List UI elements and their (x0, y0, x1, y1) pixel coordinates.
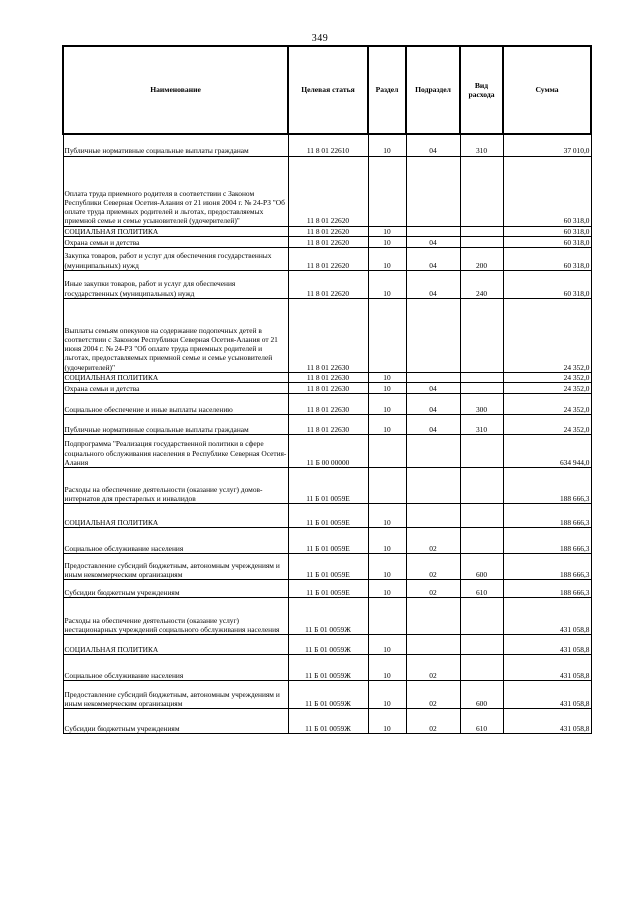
cell-amount: 431 058,8 (503, 634, 591, 654)
cell-name: Иные закупки товаров, работ и услуг для обеспечения государственных (муниципальных) нужд (63, 270, 288, 298)
cell-amount: 24 352,0 (503, 382, 591, 393)
cell-subsection: 02 (406, 680, 460, 708)
table-row (63, 597, 591, 634)
cell-article: 11 8 01 22630 (288, 393, 368, 414)
header-article: Целевая статья (288, 46, 368, 134)
cell-name: Социальное обслуживание населения (63, 654, 288, 680)
cell-subsection: 04 (406, 382, 460, 393)
cell-section: 10 (368, 708, 406, 733)
table-row (63, 527, 591, 553)
cell-amount: 60 318,0 (503, 156, 591, 226)
cell-expense-type (460, 226, 503, 236)
cell-name: СОЦИАЛЬНАЯ ПОЛИТИКА (63, 634, 288, 654)
cell-amount: 634 944,0 (503, 434, 591, 467)
cell-amount: 24 352,0 (503, 372, 591, 382)
cell-name: Социальное обеспечение и иные выплаты населению (63, 393, 288, 414)
cell-subsection: 04 (406, 414, 460, 434)
cell-amount: 24 352,0 (503, 414, 591, 434)
page-number: 349 (311, 33, 329, 44)
cell-name: Расходы на обеспечение деятельности (оказание услуг) нестационарных учреждений социального обслуживания населения (63, 597, 288, 634)
cell-amount: 188 666,3 (503, 503, 591, 527)
cell-article: 11 Б 01 0059Е (288, 503, 368, 527)
cell-subsection (406, 156, 460, 226)
table-header-row (63, 46, 591, 134)
cell-amount: 431 058,8 (503, 597, 591, 634)
cell-section: 10 (368, 414, 406, 434)
cell-article: 11 Б 01 0059Е (288, 579, 368, 597)
cell-name: Предоставление субсидий бюджетным, автономным учреждениям и иным некоммерческим организациям (63, 680, 288, 708)
cell-name: Субсидии бюджетным учреждениям (63, 579, 288, 597)
cell-amount: 431 058,8 (503, 708, 591, 733)
table-row (63, 270, 591, 298)
cell-amount: 188 666,3 (503, 527, 591, 553)
cell-article: 11 8 01 22630 (288, 382, 368, 393)
table-row (63, 236, 591, 247)
cell-expense-type: 610 (460, 708, 503, 733)
header-amount: Сумма (503, 46, 591, 134)
cell-section: 10 (368, 553, 406, 579)
table-row (63, 503, 591, 527)
cell-amount: 188 666,3 (503, 467, 591, 503)
cell-section: 10 (368, 393, 406, 414)
cell-subsection (406, 372, 460, 382)
cell-expense-type (460, 527, 503, 553)
table-row (63, 467, 591, 503)
cell-amount: 188 666,3 (503, 553, 591, 579)
cell-expense-type: 310 (460, 414, 503, 434)
cell-section: 10 (368, 226, 406, 236)
cell-subsection: 02 (406, 708, 460, 733)
cell-section: 10 (368, 527, 406, 553)
table-row (63, 434, 591, 467)
cell-subsection: 04 (406, 134, 460, 156)
cell-section (368, 156, 406, 226)
budget-table (62, 45, 592, 734)
cell-section (368, 434, 406, 467)
cell-expense-type (460, 597, 503, 634)
table-row (63, 708, 591, 733)
table-row (63, 680, 591, 708)
cell-expense-type (460, 236, 503, 247)
cell-section: 10 (368, 654, 406, 680)
table-row (63, 634, 591, 654)
cell-subsection: 02 (406, 654, 460, 680)
cell-subsection: 04 (406, 236, 460, 247)
cell-expense-type: 240 (460, 270, 503, 298)
cell-name: Подпрограмма "Реализация государственной политики в сфере социального обслуживания населения в Республике Северная Осетия-Алания (63, 434, 288, 467)
cell-article: 11 Б 00 00000 (288, 434, 368, 467)
cell-subsection: 02 (406, 527, 460, 553)
cell-article: 11 8 01 22620 (288, 270, 368, 298)
cell-section: 10 (368, 247, 406, 270)
cell-section (368, 298, 406, 372)
cell-subsection: 02 (406, 579, 460, 597)
cell-article: 11 8 01 22630 (288, 414, 368, 434)
cell-expense-type (460, 156, 503, 226)
cell-subsection: 02 (406, 553, 460, 579)
table-row (63, 134, 591, 156)
table-row (63, 414, 591, 434)
cell-name: Предоставление субсидий бюджетным, автономным учреждениям и иным некоммерческим организациям (63, 553, 288, 579)
cell-subsection (406, 597, 460, 634)
cell-name: Социальное обслуживание населения (63, 527, 288, 553)
cell-article: 11 8 01 22630 (288, 372, 368, 382)
cell-section: 10 (368, 270, 406, 298)
cell-expense-type: 300 (460, 393, 503, 414)
header-section: Раздел (368, 46, 406, 134)
cell-expense-type: 600 (460, 680, 503, 708)
cell-amount: 431 058,8 (503, 680, 591, 708)
cell-amount: 188 666,3 (503, 579, 591, 597)
table-row (63, 156, 591, 226)
cell-section: 10 (368, 134, 406, 156)
cell-amount: 24 352,0 (503, 393, 591, 414)
cell-section (368, 597, 406, 634)
cell-article: 11 Б 01 0059Е (288, 467, 368, 503)
cell-article: 11 8 01 22620 (288, 226, 368, 236)
cell-name: Публичные нормативные социальные выплаты гражданам (63, 414, 288, 434)
table-row (63, 298, 591, 372)
cell-article: 11 8 01 22610 (288, 134, 368, 156)
cell-name: Публичные нормативные социальные выплаты гражданам (63, 134, 288, 156)
cell-expense-type: 610 (460, 579, 503, 597)
cell-expense-type (460, 503, 503, 527)
cell-article: 11 Б 01 0059Ж (288, 708, 368, 733)
cell-section: 10 (368, 382, 406, 393)
cell-expense-type (460, 382, 503, 393)
cell-expense-type: 600 (460, 553, 503, 579)
header-subsection: Подраздел (406, 46, 460, 134)
cell-subsection (406, 226, 460, 236)
cell-expense-type (460, 372, 503, 382)
cell-article: 11 Б 01 0059Е (288, 553, 368, 579)
cell-name: Закупка товаров, работ и услуг для обеспечения государственных (муниципальных) нужд (63, 247, 288, 270)
cell-section: 10 (368, 236, 406, 247)
cell-amount: 60 318,0 (503, 236, 591, 247)
table-row (63, 579, 591, 597)
cell-amount: 60 318,0 (503, 270, 591, 298)
cell-section: 10 (368, 372, 406, 382)
cell-article: 11 8 01 22620 (288, 236, 368, 247)
table-body (63, 134, 591, 733)
cell-amount: 431 058,8 (503, 654, 591, 680)
cell-name: СОЦИАЛЬНАЯ ПОЛИТИКА (63, 372, 288, 382)
cell-name: Охрана семьи и детства (63, 236, 288, 247)
header-name: Наименование (63, 46, 288, 134)
cell-name: Расходы на обеспечение деятельности (оказание услуг) домов-интернатов для престарелых и инвалидов (63, 467, 288, 503)
cell-expense-type (460, 467, 503, 503)
cell-article: 11 8 01 22620 (288, 247, 368, 270)
table-row (63, 553, 591, 579)
cell-section: 10 (368, 680, 406, 708)
cell-section: 10 (368, 634, 406, 654)
table-row (63, 654, 591, 680)
cell-subsection: 04 (406, 270, 460, 298)
table-row (63, 372, 591, 382)
cell-section: 10 (368, 503, 406, 527)
table-row (63, 247, 591, 270)
cell-name: Оплата труда приемного родителя в соответствии с Законом Республики Северная Осетия-Алания от 21 июня 2004 г. № 24-РЗ "Об оплате труда приемных родителей и льготах, предоставляемых приемной семье и семье усыновителей (удочерителей)" (63, 156, 288, 226)
cell-expense-type (460, 298, 503, 372)
cell-article: 11 Б 01 0059Ж (288, 680, 368, 708)
cell-expense-type (460, 654, 503, 680)
cell-name: СОЦИАЛЬНАЯ ПОЛИТИКА (63, 503, 288, 527)
cell-subsection (406, 434, 460, 467)
cell-expense-type (460, 434, 503, 467)
cell-article: 11 Б 01 0059Ж (288, 634, 368, 654)
cell-subsection (406, 298, 460, 372)
cell-article: 11 Б 01 0059Е (288, 527, 368, 553)
cell-subsection (406, 634, 460, 654)
cell-article: 11 8 01 22620 (288, 156, 368, 226)
table-row (63, 226, 591, 236)
cell-name: СОЦИАЛЬНАЯ ПОЛИТИКА (63, 226, 288, 236)
cell-article: 11 Б 01 0059Ж (288, 597, 368, 634)
cell-subsection (406, 467, 460, 503)
cell-article: 11 Б 01 0059Ж (288, 654, 368, 680)
cell-article: 11 8 01 22630 (288, 298, 368, 372)
cell-subsection (406, 503, 460, 527)
cell-expense-type: 310 (460, 134, 503, 156)
cell-expense-type (460, 634, 503, 654)
cell-amount: 60 318,0 (503, 226, 591, 236)
cell-section (368, 467, 406, 503)
cell-name: Охрана семьи и детства (63, 382, 288, 393)
cell-section: 10 (368, 579, 406, 597)
table-row (63, 393, 591, 414)
cell-subsection: 04 (406, 393, 460, 414)
cell-amount: 60 318,0 (503, 247, 591, 270)
cell-amount: 37 010,0 (503, 134, 591, 156)
cell-name: Субсидии бюджетным учреждениям (63, 708, 288, 733)
header-expense-type: Вид расхода (460, 46, 503, 134)
table-row (63, 382, 591, 393)
cell-subsection: 04 (406, 247, 460, 270)
cell-name: Выплаты семьям опекунов на содержание подопечных детей в соответствии с Законом Республики Северная Осетия-Алания от 21 июня 2004 г. № 24-РЗ "Об оплате труда приемных родителей и льготах, предоставляемых приемной семье и семье усыновителей (удочерителей)" (63, 298, 288, 372)
cell-amount: 24 352,0 (503, 298, 591, 372)
cell-expense-type: 200 (460, 247, 503, 270)
